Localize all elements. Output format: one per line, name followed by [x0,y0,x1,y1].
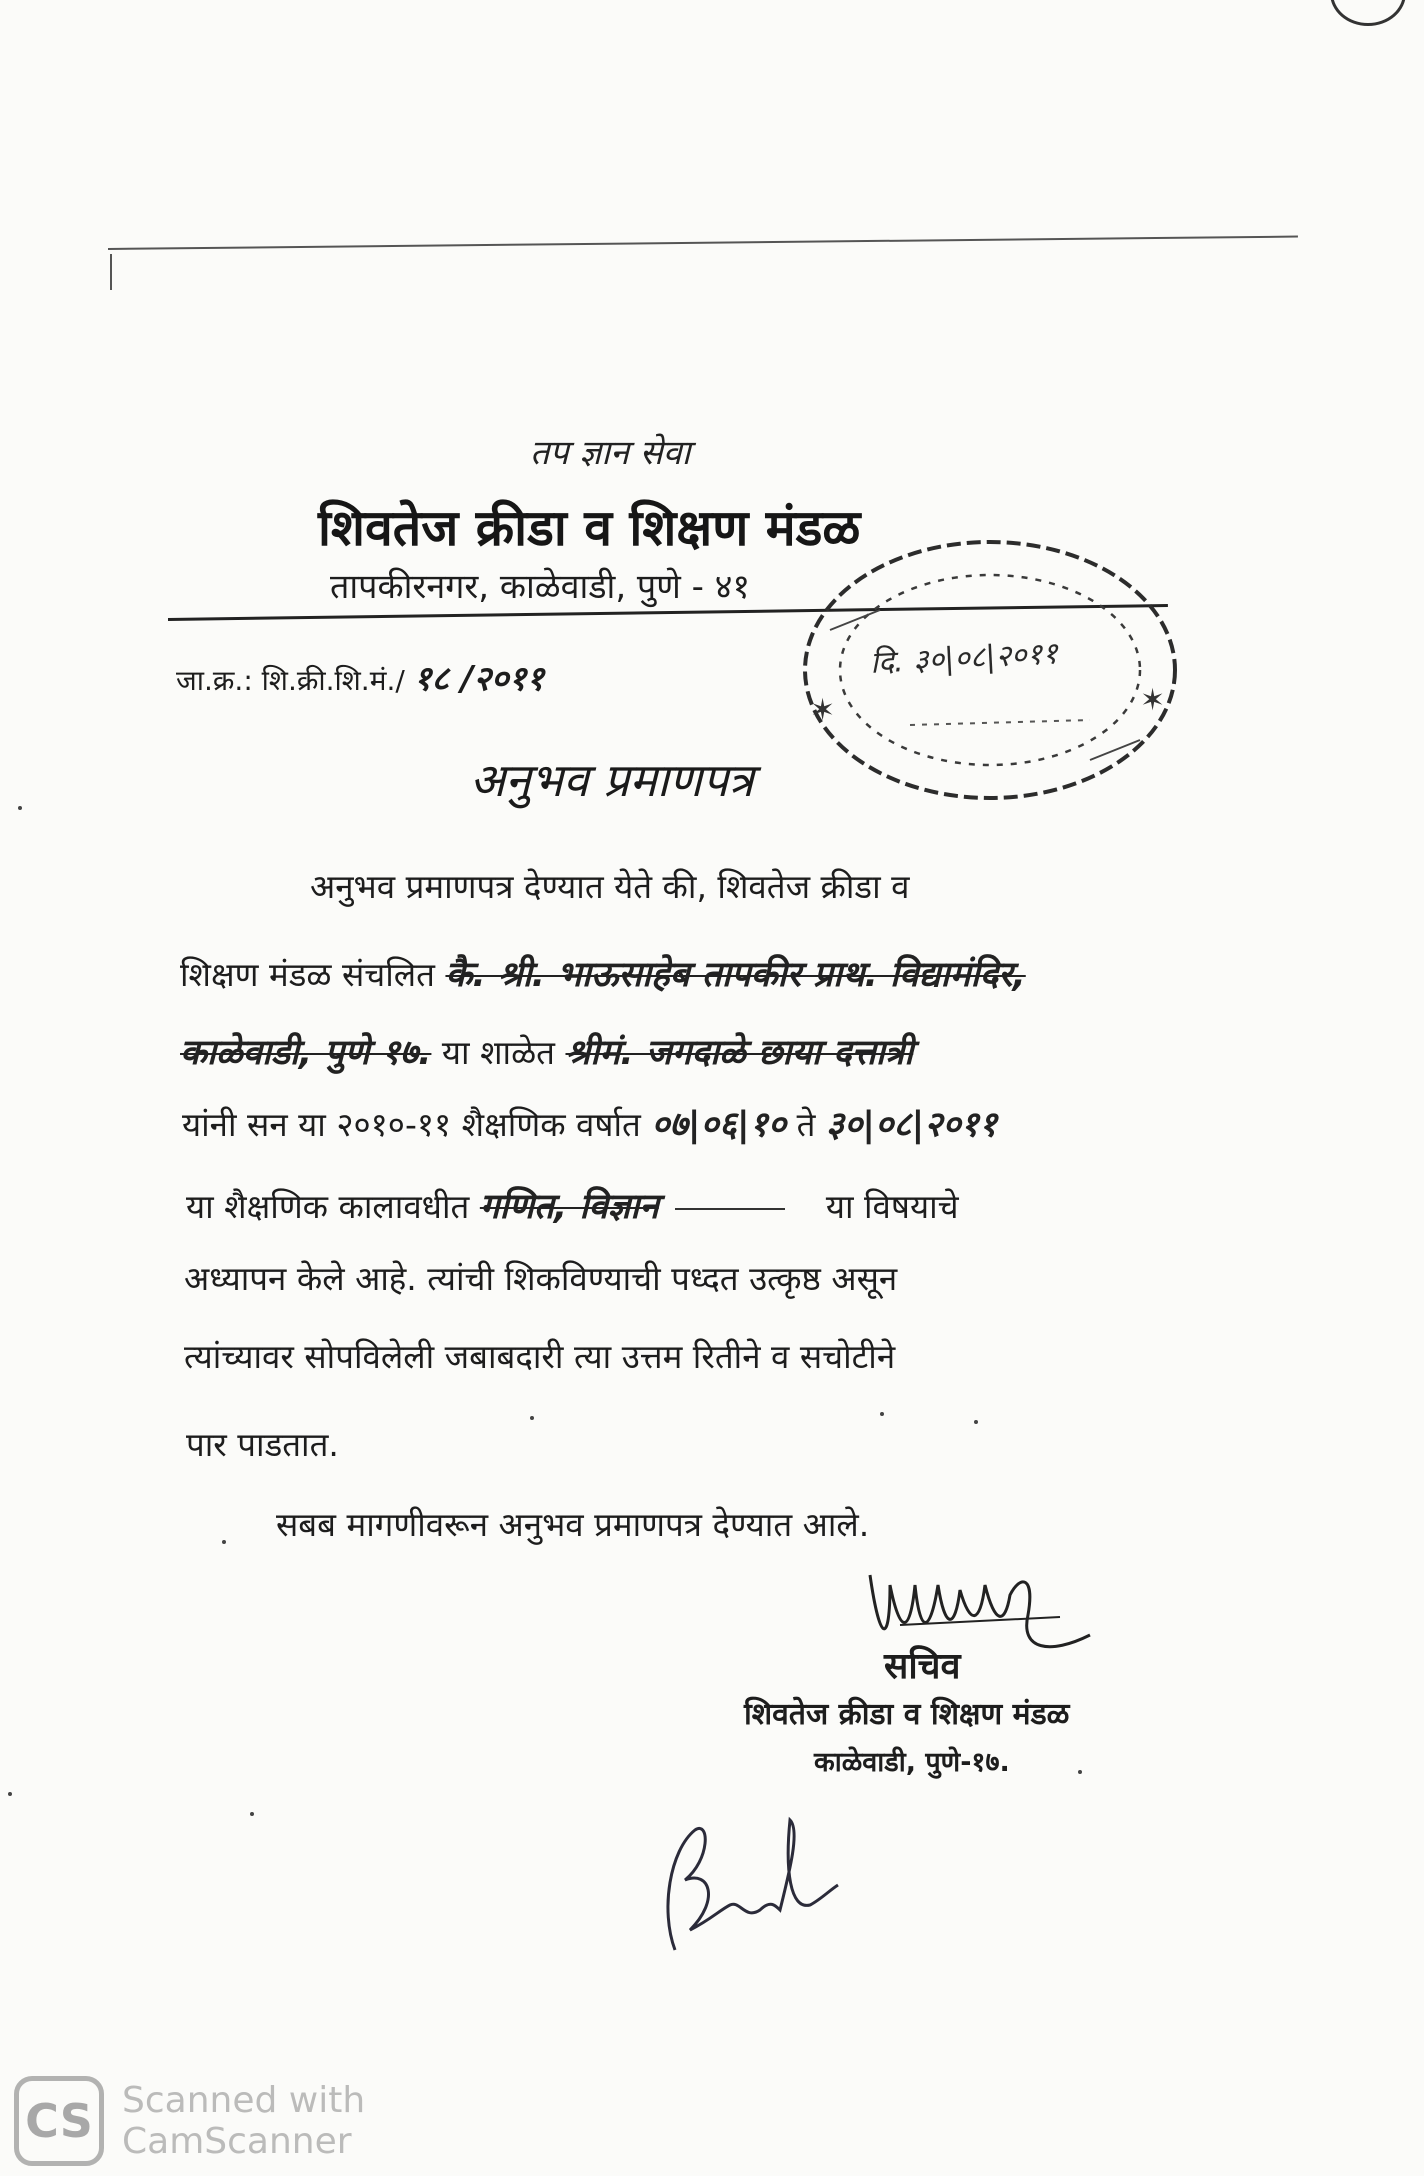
body-line-5 [186,1187,959,1227]
svg-text:✶: ✶ [1140,683,1166,718]
school-name-field: कै. श्री. भाऊसाहेब तापकीर प्राथ. विद्यामंदिर, [445,955,1026,995]
left-tick [110,254,112,290]
reference-value: १८ /२०११ [413,659,545,699]
speck [250,1812,254,1816]
body-line-3-mid: या शाळेत [441,1033,555,1072]
org-name: शिवतेज क्रीडा व शिक्षण मंडळ [318,499,861,557]
body-line-4-prefix: यांनी सन या २०१०-११ शैक्षणिक वर्षात [182,1105,641,1144]
speck [880,1412,884,1416]
reference-prefix: जा.क्र.: शि.क्री.शि.मं./ [176,664,405,697]
motto: तप ज्ञान सेवा [530,433,691,473]
body-line-4 [182,1105,998,1145]
signatory-place: काळेवाडी, पुणे-१७. [814,1747,1010,1778]
signatory-org: शिवतेज क्रीडा व शिक्षण मंडळ [744,1697,1070,1732]
signatory-title: सचिव [884,1646,961,1687]
speck [974,1420,978,1424]
body-line-6: अध्यापन केले आहे. त्यांची शिकविण्याची पध्दत उत्कृष्ठ असून [184,1259,898,1298]
speck [1078,1770,1082,1774]
camscanner-logo: CS [14,2076,104,2166]
stamp-date: दि. ३०|०८|२०११ [869,636,1059,681]
scanner-watermark [14,2076,365,2166]
body-line-4-mid: ते [796,1105,816,1144]
blank-line [675,1208,785,1210]
body-line-1: अनुभव प्रमाणपत्र देण्यात येते की, शिवतेज क्रीडा व [310,867,910,906]
body-line-9: सबब मागणीवरून अनुभव प्रमाणपत्र देण्यात आले. [276,1505,870,1544]
watermark-line-2: CamScanner [122,2121,352,2162]
top-rule [108,236,1298,250]
svg-text:✶: ✶ [810,693,836,728]
period-from-field: ०७|०६|१० [651,1105,787,1145]
teacher-name-field: श्रीमं. जगदाळे छाया दत्तात्री [565,1033,914,1073]
second-signature [650,1810,840,1960]
body-line-8: पार पाडतात. [186,1425,339,1464]
watermark-line-1: Scanned with [122,2079,366,2121]
body-line-2-prefix: शिक्षण मंडळ संचलित [180,955,435,994]
subjects-field: गणित, विज्ञान [479,1187,659,1227]
body-line-3 [180,1033,914,1073]
body-line-2 [180,955,1026,995]
body-line-5-prefix: या शैक्षणिक कालावधीत [186,1187,470,1226]
certificate-title: अनुभव प्रमाणपत्र [470,753,754,807]
body-line-5-suffix: या विषयाचे [825,1187,959,1226]
body-line-7: त्यांच्यावर सोपविलेली जबाबदारी त्या उत्तम रितीने व सचोटीने [184,1337,896,1376]
org-address: तापकीरनगर, काळेवाडी, पुणे - ४१ [330,567,751,607]
period-to-field: ३०|०८|२०११ [825,1105,998,1145]
school-place-field: काळेवाडी, पुणे १७. [180,1033,432,1073]
corner-mark [1330,0,1406,26]
watermark-text [122,2080,365,2163]
speck [530,1416,534,1420]
speck [18,806,22,810]
speck [8,1792,12,1796]
reference-number [176,654,544,700]
speck [222,1540,226,1544]
